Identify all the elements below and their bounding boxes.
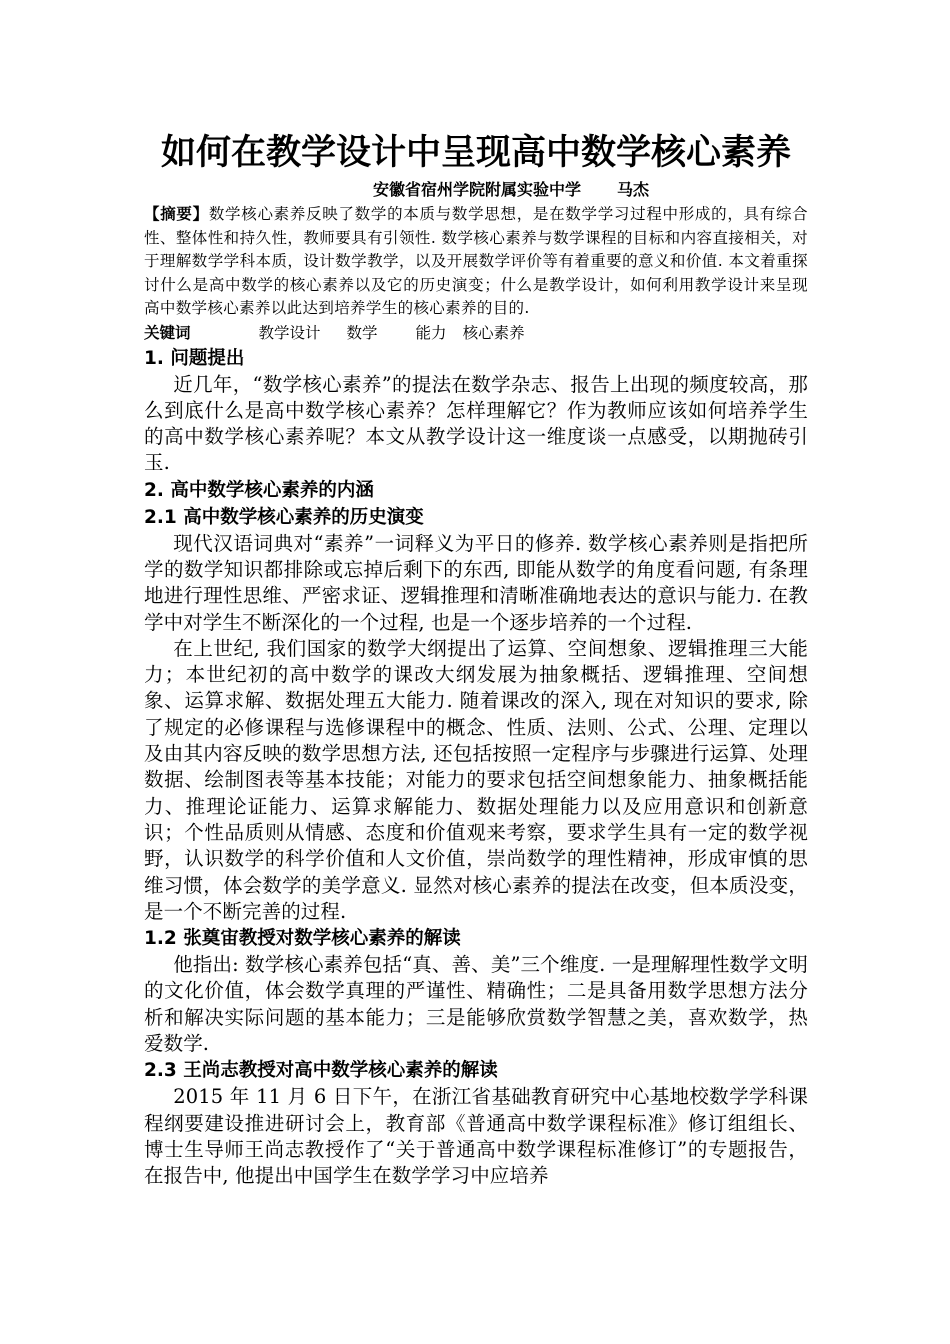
body-paragraph: 现代汉语词典对“素养”一词释义为平日的修养. 数学核心素养则是指把所学的数学知识都排除或忘掉后剩下的东西, 即能从数学的角度看问题, 有条理地进行理性思维、严密求证、逻辑推理和清晰准确地表达的意识与能力. 在教学中对学生不断深化的一个过程, 也是一个逐步培养的一个过程. — [144, 531, 808, 634]
section-heading: 1.2 张奠宙教授对数学核心素养的解读 — [144, 928, 461, 950]
keywords-label: 关键词 — [144, 322, 191, 342]
keywords-line — [144, 321, 808, 345]
author-line — [144, 178, 808, 202]
keyword-item: 核心素养 — [462, 323, 525, 342]
abstract-text: 数学核心素养反映了数学的本质与数学思想，是在数学学习过程中形成的，具有综合性、整体性和持久性，教师要具有引领性. 数学核心素养与数学课程的目标和内容直接相关，对于理解数学学科本质，设计数学教学，以及开展数学评价等有着重要的意义和价值. 本文着重探讨什么是高中数学的核心素养以及它的历史演变；什么是教学设计，如何利用教学设计来呈现高中数学核心素养以此达到培养学生的核心素养的目的. — [144, 205, 809, 317]
author-affiliation: 安徽省宿州学院附属实验中学 — [372, 180, 581, 199]
author-name: 马杰 — [617, 180, 650, 199]
abstract — [144, 202, 808, 321]
body-paragraph: 2015 年 11 月 6 日下午，在浙江省基础教育研究中心基地校数学学科课程纲要建设推进研讨会上，教育部《普通高中数学课程标准》修订组组长、博士生导师王尚志教授作了“关于普通高中数学课程标准修订”的专题报告，在报告中, 他提出中国学生在数学学习中应培养 — [144, 1085, 808, 1188]
keyword-item: 数学 — [346, 323, 378, 342]
document-title: 如何在教学设计中呈现高中数学核心素养 — [160, 133, 791, 173]
abstract-label: 【摘要】 — [144, 204, 209, 223]
document-page — [144, 128, 808, 1190]
keyword-item: 能力 — [415, 323, 447, 342]
body-paragraph: 在上世纪, 我们国家的数学大纲提出了运算、空间想象、逻辑推理三大能力；本世纪初的高中数学的课改大纲发展为抽象概括、逻辑推理、空间想象、运算求解、数据处理五大能力. 随着课改的深入, 现在对知识的要求, 除了规定的必修课程与选修课程中的概念、性质、法则、公式、公理、定理以及由其内容反映的数学思想方法, 还包括按照一定程序与步骤进行运算、处理数据、绘制图表等基本技能；对能力的要求包括空间想象能力、抽象概括能力、推理论证能力、运算求解能力、数据处理能力以及应用意识和创新意识；个性品质则从情感、态度和价值观来考察，要求学生具有一定的数学视野，认识数学的科学价值和人文价值，崇尚数学的理性精神，形成审慎的思维习惯，体会数学的美学意义. 显然对核心素养的提法在改变，但本质没变，是一个不断完善的过程. — [144, 636, 808, 923]
section-heading: 2. 高中数学核心素养的内涵 — [144, 479, 374, 501]
section-heading: 2.1 高中数学核心素养的历史演变 — [144, 506, 424, 528]
section-heading: 1. 问题提出 — [144, 347, 245, 369]
section-heading: 2.3 王尚志教授对高中数学核心素养的解读 — [144, 1060, 498, 1082]
body-paragraph: 近几年，“数学核心素养”的提法在数学杂志、报告上出现的频度较高，那么到底什么是高中数学核心素养？怎样理解它？作为教师应该如何培养学生的高中数学核心素养呢？本文从教学设计这一维度谈一点感受，以期抛砖引玉. — [144, 372, 808, 475]
body-paragraph: 他指出: 数学核心素养包括“真、善、美”三个维度. 一是理解理性数学文明的文化价值，体会数学真理的严谨性、精确性；二是具备用数学思想方法分析和解决实际问题的基本能力；三是能够欣赏数学智慧之美，喜欢数学，热爱数学. — [144, 953, 808, 1056]
keyword-item: 教学设计 — [258, 323, 321, 342]
